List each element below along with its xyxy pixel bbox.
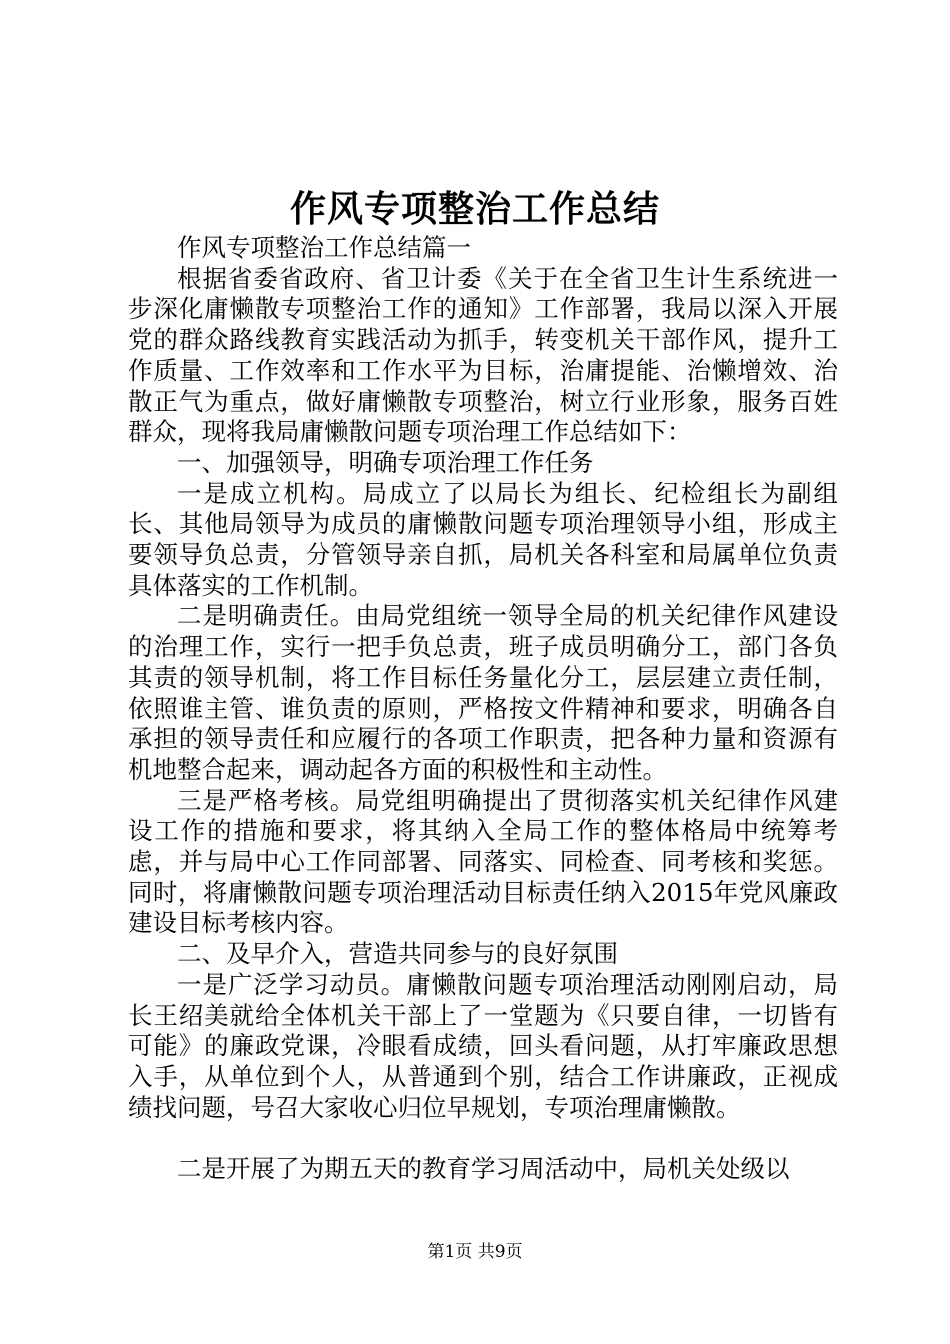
paragraph: 二是明确责任。由局党组统一领导全局的机关纪律作风建设的治理工作，实行一把手负总责，班子成员明确分工，部门各负其责的领导机制，将工作目标任务量化分工，层层建立责任制，依照谁主管、谁负责的原则，严格按文件精神和要求，明确各自承担的领导责任和应履行的各项工作职责，把各种力量和资源有机地整合起来，调动起各方面的积极性和主动性。	[128, 601, 838, 784]
paragraph: 一是广泛学习动员。庸懒散问题专项治理活动刚刚启动，局长王绍美就给全体机关干部上了一堂题为《只要自律，一切皆有可能》的廉政党课，冷眼看成绩，回头看问题，从打牢廉政思想入手，从单位到个人，从普通到个别，结合工作讲廉政，正视成绩找问题，号召大家收心归位早规划，专项治理庸懒散。	[128, 969, 838, 1122]
section-heading: 二、及早介入，营造共同参与的良好氛围	[177, 939, 618, 969]
section-heading: 一、加强领导，明确专项治理工作任务	[177, 447, 594, 477]
paragraph: 一是成立机构。局成立了以局长为组长、纪检组长为副组长、其他局领导为成员的庸懒散问题专项治理领导小组，形成主要领导负总责，分管领导亲自抓，局机关各科室和局属单位负责具体落实的工作机制。	[128, 478, 838, 600]
paragraph: 二是开展了为期五天的教育学习周活动中，局机关处级以	[177, 1154, 790, 1184]
document-title: 作风专项整治工作总结	[289, 188, 660, 230]
paragraph: 三是严格考核。局党组明确提出了贯彻落实机关纪律作风建设工作的措施和要求，将其纳入全局工作的整体格局中统筹考虑，并与局中心工作同部署、同落实、同检查、同考核和奖惩。同时，将庸懒散问题专项治理活动目标责任纳入2015年党风廉政建设目标考核内容。	[128, 785, 838, 938]
page-number-footer: 第1页 共9页	[427, 1242, 523, 1262]
paragraph-subtitle: 作风专项整治工作总结篇一	[177, 233, 471, 262]
document-body	[128, 233, 838, 1185]
paragraph: 根据省委省政府、省卫计委《关于在全省卫生计生系统进一步深化庸懒散专项整治工作的通知》工作部署，我局以深入开展党的群众路线教育实践活动为抓手，转变机关干部作风，提升工作质量、工作效率和工作水平为目标，治庸提能、治懒增效、治散正气为重点，做好庸懒散专项整治，树立行业形象，服务百姓群众，现将我局庸懒散问题专项治理工作总结如下：	[128, 263, 838, 447]
